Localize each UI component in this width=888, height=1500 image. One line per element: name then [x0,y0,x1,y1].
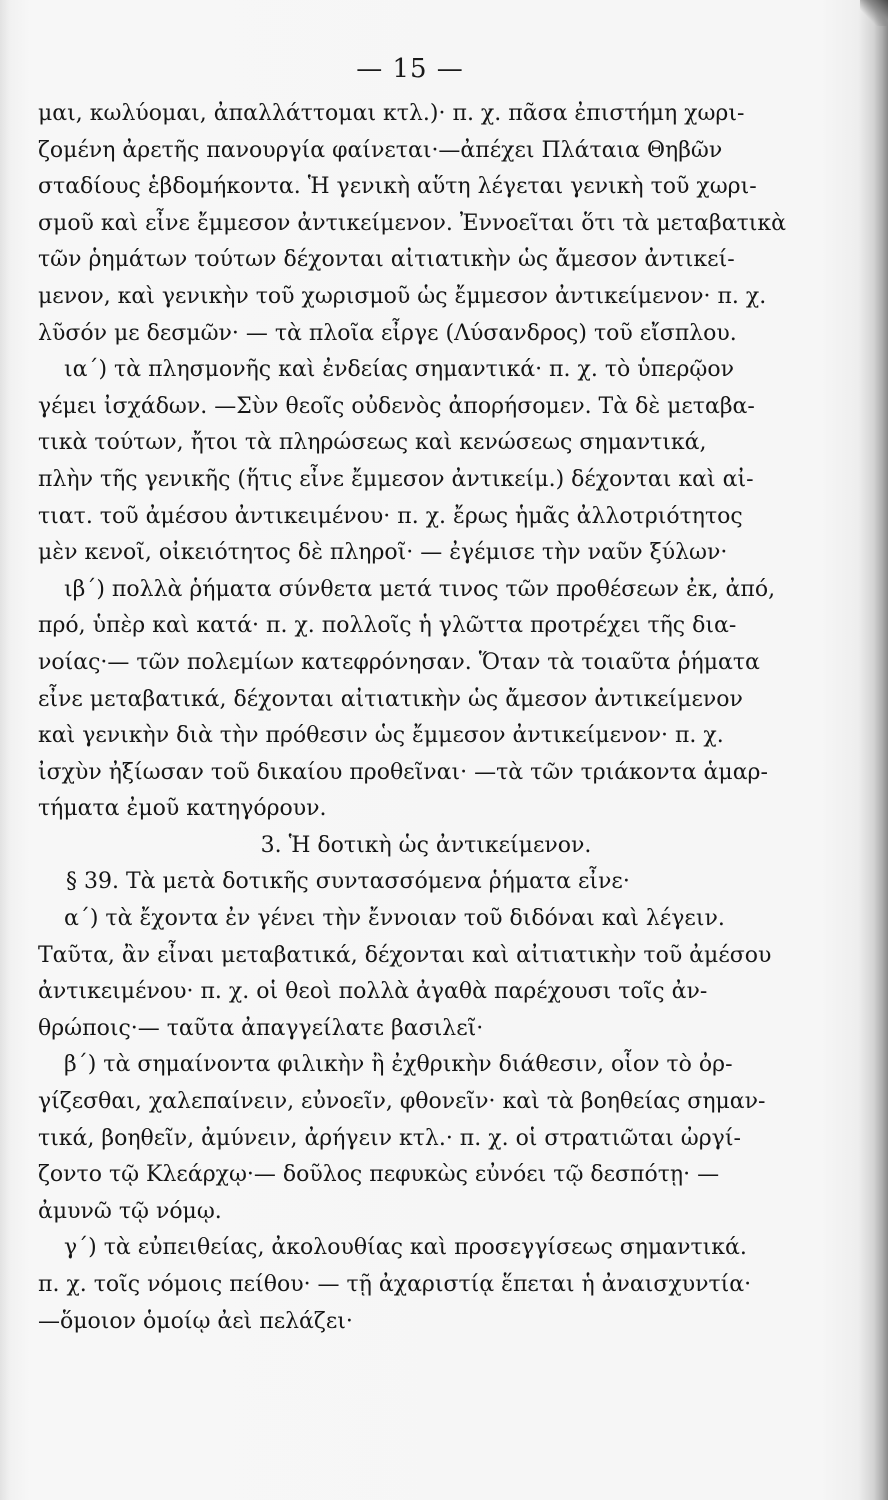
text-line: καὶ γενικὴν διὰ τὴν πρόθεσιν ὡς ἔμμεσον ἀντικείμενον· π. χ. [38,723,724,749]
text-line: λῦσόν με δεσμῶν· — τὰ πλοῖα εἶργε (Λύσανδρος) τοῦ εἴσπλου. [38,320,737,346]
text-line: γ΄) τὰ εὐπειθείας, ἀκολουθίας καὶ προσεγγίσεως σημαντικά. [64,1235,747,1261]
text-line: μενον, καὶ γενικὴν τοῦ χωρισμοῦ ὡς ἔμμεσον ἀντικείμενον· π. χ. [38,283,767,309]
page-number: — 15 — [356,54,464,84]
text-line: γέμει ἰσχάδων. —Σὺν θεοῖς οὐδενὸς ἀπορήσομεν. Τὰ δὲ μεταβα- [38,393,755,419]
text-line: πλὴν τῆς γενικῆς (ἥτις εἶνε ἔμμεσον ἀντικείμ.) δέχονται καὶ αἰ- [38,466,754,492]
body-text [38,96,794,1340]
text-line: π. χ. τοῖς νόμοις πείθου· — τῇ ἀχαριστίᾳ ἕπεται ἡ ἀναισχυντία· [38,1272,752,1297]
text-line: ια΄) τὰ πλησμονῆς καὶ ἐνδείας σημαντικά· π. χ. τὸ ὑπερῷον [64,357,734,383]
text-line: ἀμυνῶ τῷ νόμῳ. [38,1198,222,1224]
text-line: τιατ. τοῦ ἀμέσου ἀντικειμένου· π. χ. ἔρως ἡμᾶς ἀλλοτριότητος [38,503,743,529]
text-line: ζοντο τῷ Κλεάρχῳ·— δοῦλος πεφυκὼς εὐνόει τῷ δεσπότῃ· — [38,1162,720,1188]
text-line: τικὰ τούτων, ἤτοι τὰ πληρώσεως καὶ κενώσεως σημαντικά, [38,430,707,456]
text-line: ἰσχὺν ἠξίωσαν τοῦ δικαίου προθεῖναι· —τὰ τῶν τριάκοντα ἁμαρ- [38,759,768,785]
text-line: τικά, βοηθεῖν, ἀμύνειν, ἀρήγειν κτλ.· π. χ. οἱ στρατιῶται ὠργί- [38,1125,741,1151]
text-line: γίζεσθαι, χαλεπαίνειν, εὐνοεῖν, φθονεῖν· καὶ τὰ βοηθείας σημαν- [38,1089,766,1115]
text-line: θρώποις·— ταῦτα ἀπαγγείλατε βασιλεῖ· [38,1015,484,1041]
page-edge-shadow [874,0,888,1500]
text-line: Ταῦτα, ἂν εἶναι μεταβατικά, δέχονται καὶ αἰτιατικὴν τοῦ ἀμέσου [38,942,772,968]
text-line: μαι, κωλύομαι, ἀπαλλάττομαι κτλ.)· π. χ. πᾶσα ἐπιστήμη χωρι- [38,101,745,126]
page-corner-shadow [860,0,888,26]
text-line: § 39. Τὰ μετὰ δοτικῆς συντασσόμενα ῥήματα εἶνε· [66,869,630,895]
text-line: ἀντικειμένου· π. χ. οἱ θεοὶ πολλὰ ἀγαθὰ παρέχουσι τοῖς ἀν- [38,979,708,1005]
text-line: πρό, ὑπὲρ καὶ κατά· π. χ. πολλοῖς ἡ γλῶττα προτρέχει τῆς δια- [38,613,737,639]
text-line: σμοῦ καὶ εἶνε ἔμμεσον ἀντικείμενον. Ἐννοεῖται ὅτι τὰ μεταβατικὰ [38,210,787,236]
text-line: τήματα ἐμοῦ κατηγόρουν. [38,796,327,822]
text-line: μὲν κενοῖ, οἰκειότητος δὲ πληροῖ· — ἐγέμισε τὴν ναῦν ξύλων· [38,540,728,566]
text-line: β΄) τὰ σημαίνοντα φιλικὴν ἢ ἐχθρικὴν διάθεσιν, οἷον τὸ ὀρ- [64,1052,733,1078]
text-line: σταδίους ἑβδομήκοντα. Ἡ γενικὴ αὕτη λέγεται γενικὴ τοῦ χωρι- [38,174,757,200]
section-heading: 3. Ἡ δοτικὴ ὡς ἀντικείμενον. [260,832,592,858]
text-line: ιβ΄) πολλὰ ῥήματα σύνθετα μετά τινος τῶν προθέσεων ἐκ, ἀπό, [64,576,776,602]
text-line: ζομένη ἀρετῆς πανουργία φαίνεται·—ἀπέχει Πλάταια Θηβῶν [38,137,723,163]
text-line: νοίας·— τῶν πολεμίων κατεφρόνησαν. Ὅταν τὰ τοιαῦτα ῥήματα [38,649,760,675]
text-line: τῶν ῥημάτων τούτων δέχονται αἰτιατικὴν ὡς ἄμεσον ἀντικεί- [38,247,735,273]
text-line: α΄) τὰ ἔχοντα ἐν γένει τὴν ἔννοιαν τοῦ διδόναι καὶ λέγειν. [64,906,725,932]
text-line: εἶνε μεταβατικά, δέχονται αἰτιατικὴν ὡς ἄμεσον ἀντικείμενον [38,686,743,712]
text-line: —ὅμοιον ὁμοίῳ ἀεὶ πελάζει· [38,1308,353,1334]
